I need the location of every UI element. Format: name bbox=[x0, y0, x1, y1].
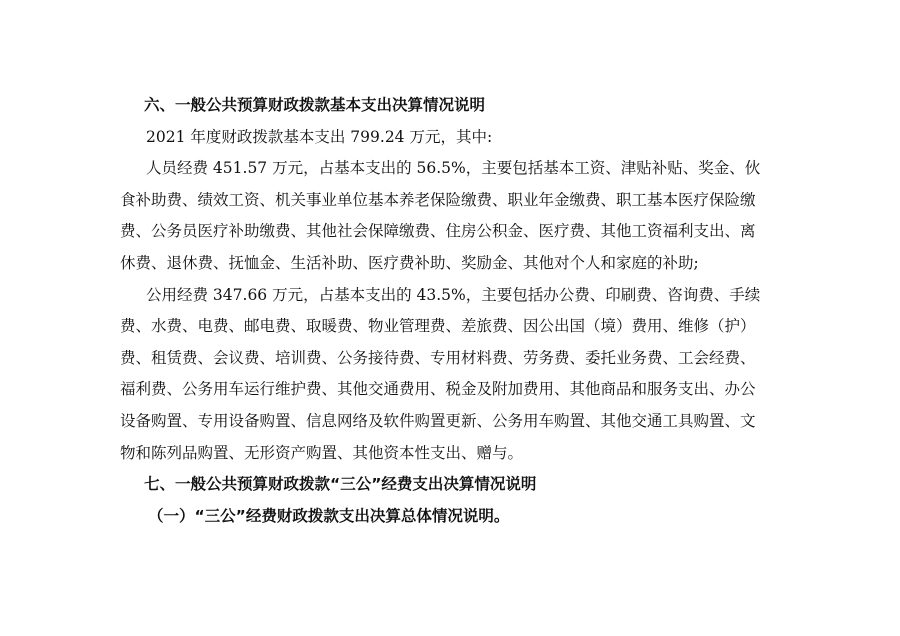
paragraph-line: 设备购置、专用设备购置、信息网络及软件购置更新、公务用车购置、其他交通工具购置、文 bbox=[120, 411, 756, 430]
section-7-heading: 七、一般公共预算财政拨款“三公”经费支出决算情况说明 bbox=[144, 475, 537, 494]
personnel-expense-paragraph bbox=[120, 153, 784, 279]
paragraph-line: 休费、退休费、抚恤金、生活补助、医疗费补助、奖励金、其他对个人和家庭的补助; bbox=[120, 253, 699, 272]
section-7-subheading: （一）“三公”经费财政拨款支出决算总体情况说明。 bbox=[148, 506, 510, 525]
public-expense-paragraph bbox=[120, 280, 784, 470]
section-6-heading: 六、一般公共预算财政拨款基本支出决算情况说明 bbox=[144, 96, 486, 114]
paragraph-line: 费、公务员医疗补助缴费、其他社会保障缴费、住房公积金、医疗费、其他工资福利支出、离 bbox=[120, 222, 756, 241]
paragraph-line: 物和陈列品购置、无形资产购置、其他资本性支出、赠与。 bbox=[120, 443, 524, 462]
paragraph-line: 福利费、公务用车运行维护费、其他交通费用、税金及附加费用、其他商品和服务支出、办公 bbox=[120, 380, 756, 399]
section-6-intro: 2021 年度财政拨款基本支出 799.24 万元，其中: bbox=[146, 127, 493, 146]
paragraph-line: 公用经费 347.66 万元，占基本支出的 43.5%，主要包括办公费、印刷费、咨询费、手续 bbox=[146, 285, 761, 304]
paragraph-line: 人员经费 451.57 万元，占基本支出的 56.5%，主要包括基本工资、津贴补贴、奖金、伙 bbox=[146, 159, 761, 178]
document-body bbox=[120, 90, 784, 532]
paragraph-line: 费、水费、电费、邮电费、取暖费、物业管理费、差旅费、因公出国（境）费用、维修（护） bbox=[120, 317, 756, 336]
paragraph-line: 费、租赁费、会议费、培训费、公务接待费、专用材料费、劳务费、委托业务费、工会经费、 bbox=[120, 348, 756, 367]
paragraph-line: 食补助费、绩效工资、机关事业单位基本养老保险缴费、职业年金缴费、职工基本医疗保险缴 bbox=[120, 190, 756, 209]
